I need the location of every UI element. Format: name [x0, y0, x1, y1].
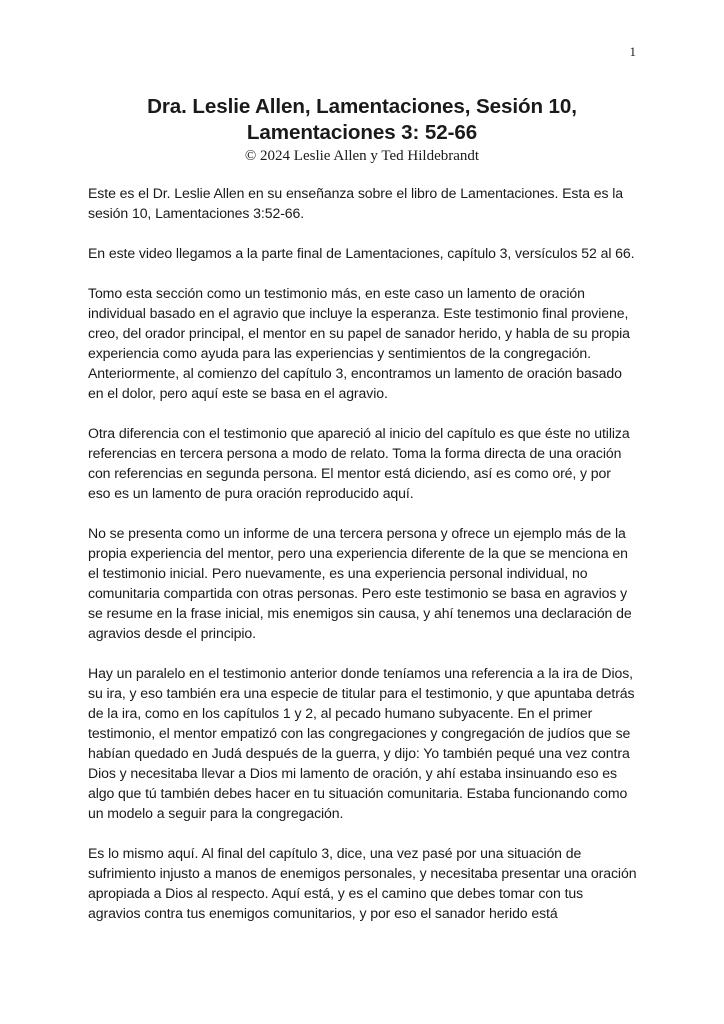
paragraph: Tomo esta sección como un testimonio más, en este caso un lamento de oración individual basado en el agravio que incluye la esperanza. Este testimonio final proviene, creo, del orador principal, el mentor en su papel de sanador herido, y habla de su propia experiencia como ayuda para las experiencias y sentimientos de la congregación. Anteriormente, al comienzo del capítulo 3, encontramos un lamento de oración basado en el dolor, pero aquí este se basa en el agravio. [88, 285, 630, 401]
paragraph: En este video llegamos a la parte final de Lamentaciones, capítulo 3, versículos 52 al 66. [88, 245, 635, 261]
paragraph: Hay un paralelo en el testimonio anterior donde teníamos una referencia a la ira de Dios, su ira, y eso también era una especie de titular para el testimonio, y que apuntaba detrás de la ira, como en los capítulos 1 y 2, al pecado humano subyacente. En el primer testimonio, el mentor empatizó con las congregaciones y congregación de judíos que se habían quedado en Judá después de la guerra, y dijo: Yo también pequé una vez contra Dios y necesitaba llevar a Dios mi lamento de oración, y ahí estaba insinuando eso es algo que tú también debes hacer en tu situación comunitaria. Estaba funcionando como un modelo a seguir para la congregación. [88, 665, 635, 821]
body-text [88, 183, 637, 943]
title-block [88, 94, 636, 165]
copyright-line: © 2024 Leslie Allen y Ted Hildebrandt [244, 148, 480, 164]
paragraph: Este es el Dr. Leslie Allen en su enseñanza sobre el libro de Lamentaciones. Esta es la sesión 10, Lamentaciones 3:52-66. [88, 185, 624, 221]
title-line-1: Dra. Leslie Allen, Lamentaciones, Sesión 10, [147, 95, 577, 118]
paragraph: Es lo mismo aquí. Al final del capítulo 3, dice, una vez pasé por una situación de sufrimiento injusto a manos de enemigos personales, y necesitaba presentar una oración apropiada a Dios al respecto. Aquí está, y es el camino que debes tomar con tus agravios contra tus enemigos comunitarios, y por eso el sanador herido está [88, 845, 637, 921]
document-title [88, 94, 636, 146]
title-line-2: Lamentaciones 3: 52-66 [246, 121, 478, 144]
page-number: 1 [629, 44, 636, 59]
paragraph: No se presenta como un informe de una tercera persona y ofrece un ejemplo más de la propia experiencia del mentor, pero una experiencia diferente de la que se menciona en el testimonio inicial. Pero nuevamente, es una experiencia personal individual, no comunitaria compartida con otras personas. Pero este testimonio se basa en agravios y se resume en la frase inicial, mis enemigos sin causa, y ahí tenemos una declaración de agravios desde el principio. [88, 525, 632, 641]
paragraph: Otra diferencia con el testimonio que apareció al inicio del capítulo es que éste no utiliza referencias en tercera persona a modo de relato. Toma la forma directa de una oración con referencias en segunda persona. El mentor está diciendo, así es como oré, y por eso es un lamento de pura oración reproducido aquí. [88, 425, 630, 501]
